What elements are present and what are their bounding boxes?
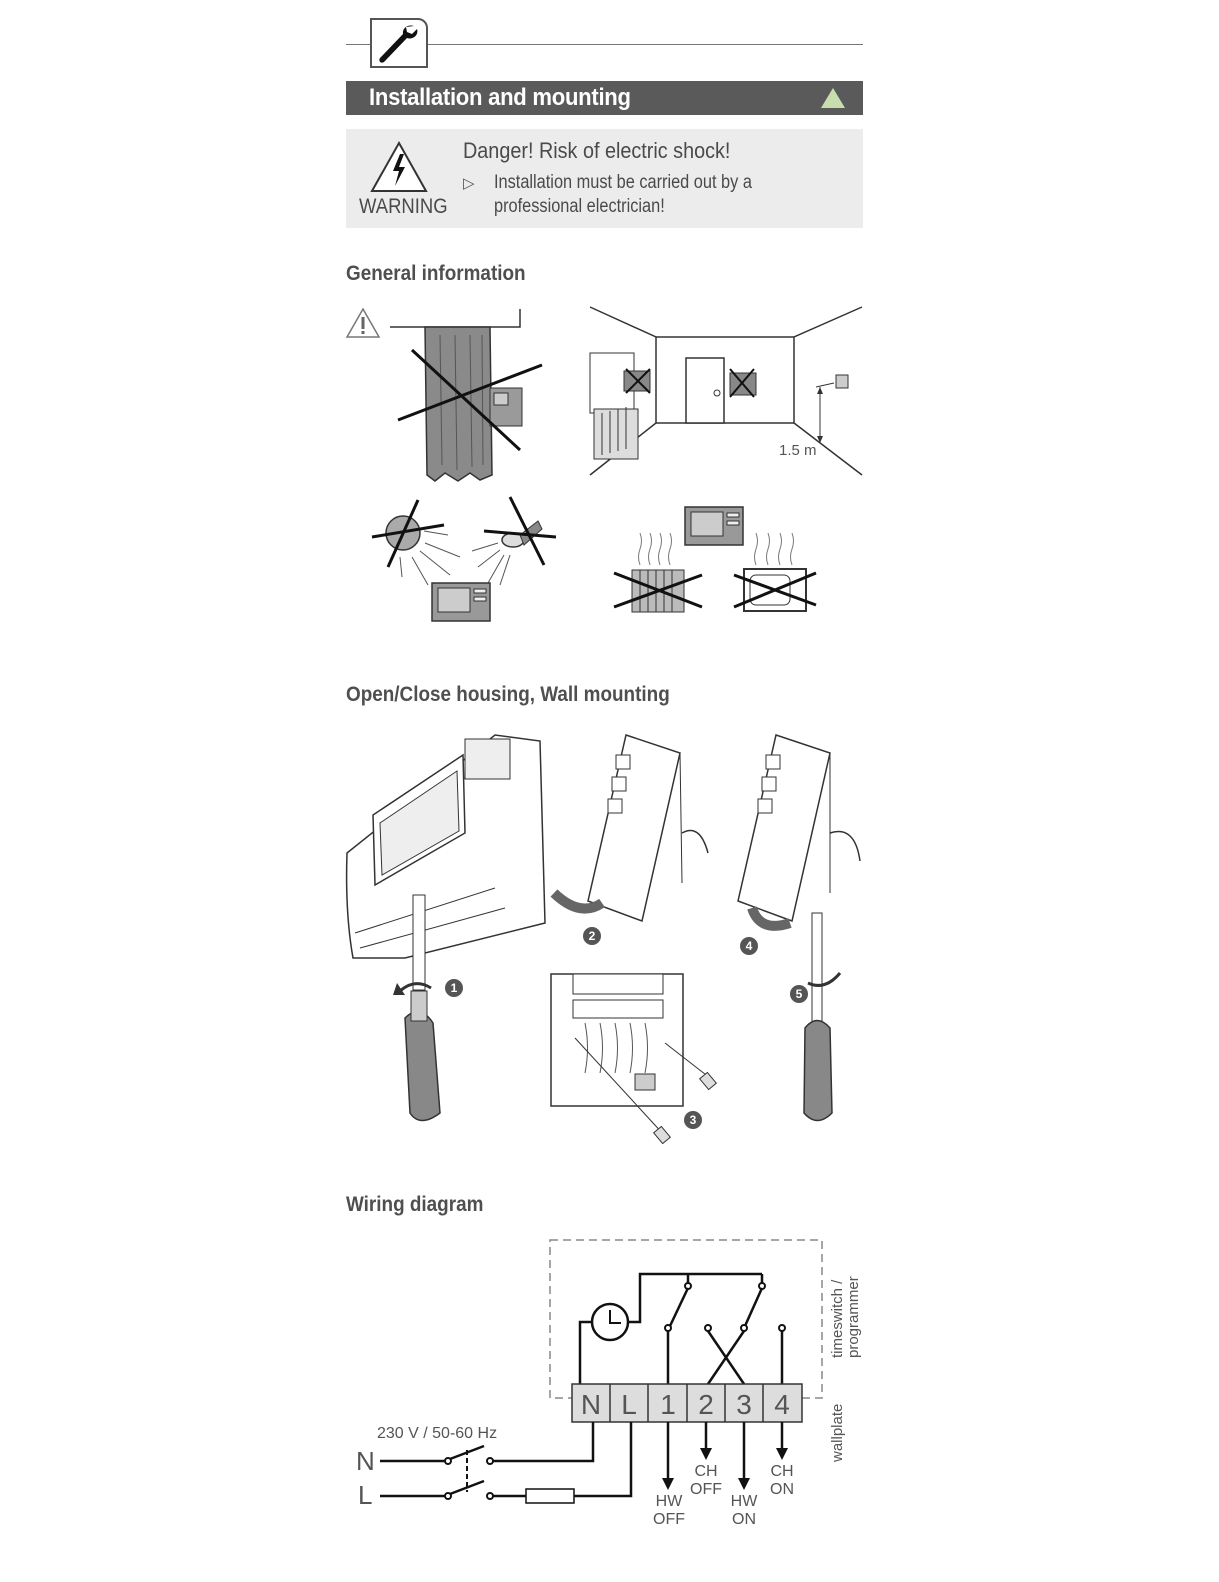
svg-text:3: 3 — [689, 1113, 697, 1127]
svg-text:1: 1 — [660, 1389, 676, 1420]
svg-text:N: N — [580, 1389, 602, 1420]
sun-lamp-illustration — [370, 495, 570, 630]
svg-text:OFF: OFF — [690, 1481, 722, 1498]
high-voltage-icon — [369, 140, 429, 199]
svg-text:4: 4 — [745, 939, 753, 953]
svg-text:CH: CH — [770, 1463, 794, 1480]
wrench-icon — [370, 18, 428, 68]
svg-text:2: 2 — [588, 929, 596, 943]
svg-text:L: L — [358, 1480, 373, 1510]
step-5-badge — [789, 984, 809, 1009]
svg-text:2: 2 — [698, 1389, 714, 1420]
svg-text:OFF: OFF — [653, 1511, 685, 1528]
svg-text:3: 3 — [736, 1389, 752, 1420]
step-4-badge — [739, 936, 759, 961]
open-housing-illustration — [345, 733, 550, 1128]
mounting-heading: Open/Close housing, Wall mounting — [346, 683, 670, 706]
svg-text:ON: ON — [732, 1511, 756, 1528]
svg-text:programmer: programmer — [845, 1276, 862, 1358]
height-label: 1.5 m — [779, 442, 817, 459]
bullet-icon: ▷ — [463, 175, 475, 192]
svg-text:230 V / 50-60 Hz: 230 V / 50-60 Hz — [377, 1425, 498, 1442]
svg-text:N: N — [356, 1446, 375, 1476]
close-housing-illustration — [730, 733, 870, 1128]
step-2-badge — [582, 926, 602, 951]
svg-text:CH: CH — [694, 1463, 718, 1480]
curtain-illustration — [390, 305, 550, 490]
svg-text:1: 1 — [450, 981, 458, 995]
svg-text:L: L — [621, 1389, 637, 1420]
page-title: Installation and mounting — [369, 84, 631, 111]
svg-text:4: 4 — [774, 1389, 790, 1420]
svg-text:HW: HW — [655, 1493, 683, 1510]
wiring-heading: Wiring diagram — [346, 1193, 484, 1216]
svg-text:wallplate: wallplate — [829, 1403, 846, 1462]
svg-text:5: 5 — [795, 987, 803, 1001]
caution-icon — [345, 307, 381, 344]
svg-text:timeswitch /: timeswitch / — [829, 1279, 846, 1358]
svg-text:ON: ON — [770, 1481, 794, 1498]
step-1-badge — [444, 978, 464, 1003]
warning-text-line-2: professional electrician! — [494, 196, 665, 217]
step-3-badge — [683, 1110, 703, 1135]
triangle-up-icon[interactable] — [820, 87, 846, 114]
svg-text:HW: HW — [730, 1493, 758, 1510]
wiring-diagram — [340, 1230, 870, 1545]
warning-label: WARNING — [359, 195, 448, 218]
room-illustration — [588, 305, 864, 485]
radiator-tv-illustration — [610, 505, 830, 625]
tilt-housing-illustration — [540, 733, 715, 928]
warning-text-line-1: Installation must be carried out by a — [494, 172, 752, 193]
general-information-heading: General information — [346, 262, 526, 285]
warning-heading: Danger! Risk of electric shock! — [463, 138, 731, 163]
